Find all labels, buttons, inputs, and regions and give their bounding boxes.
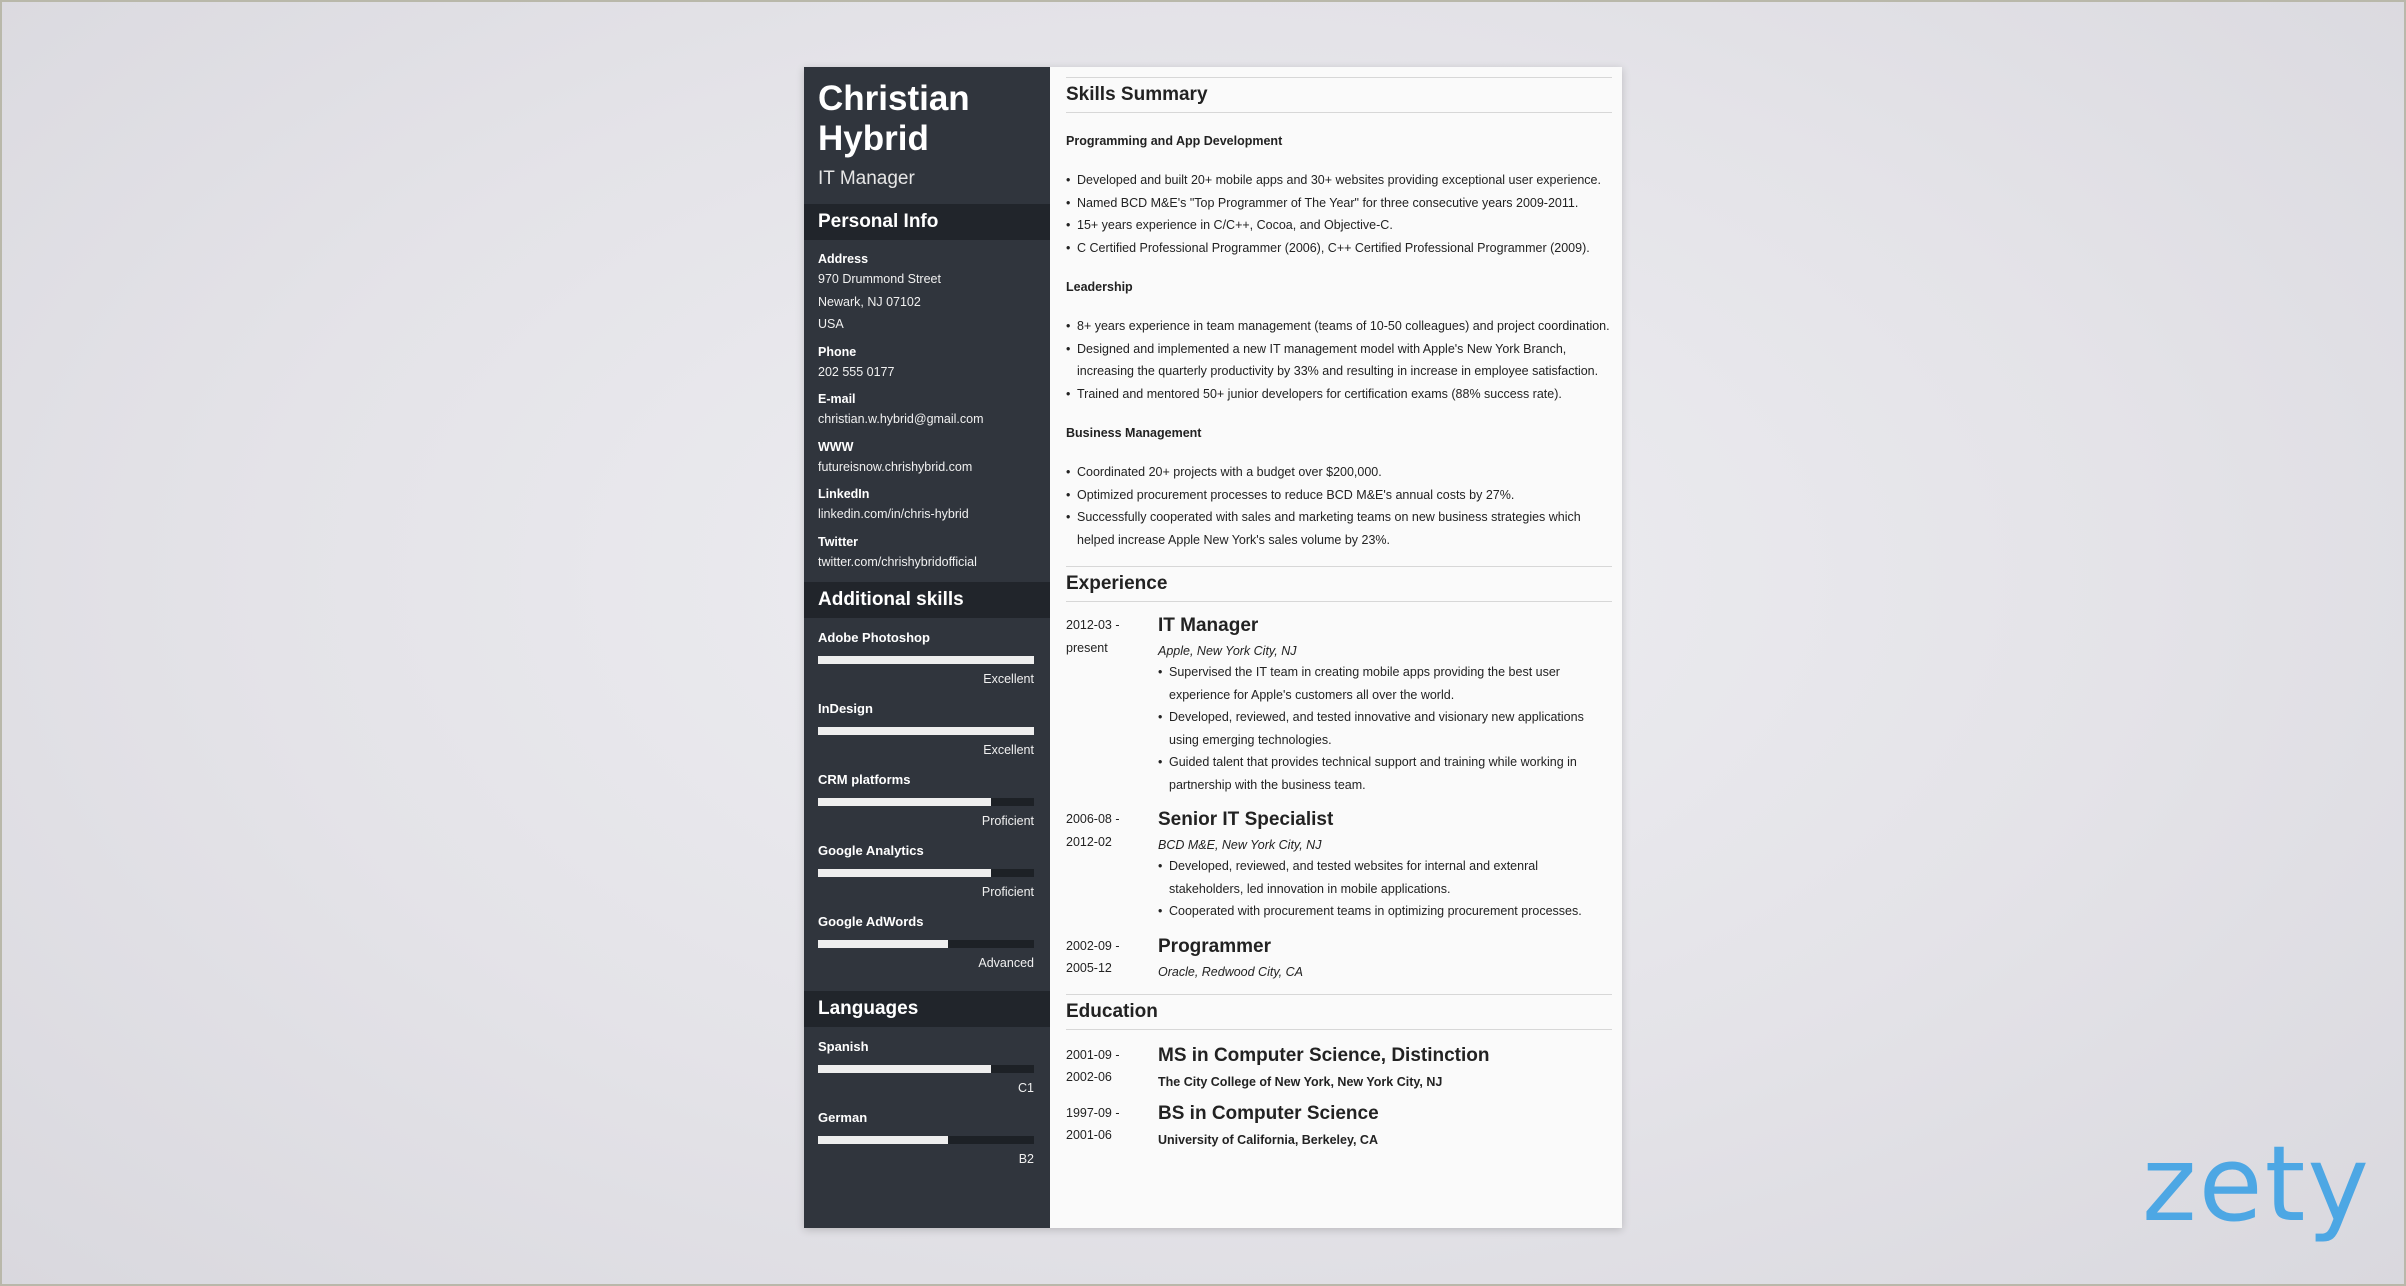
skill-bar-fill [818,656,1034,664]
skill-group-bullets [1066,315,1612,405]
skill-level: Proficient [981,885,1034,899]
additional-skills-heading: Additional skills [804,582,1050,618]
skill-bar [818,1065,1034,1073]
job-bullets [1158,661,1612,796]
name-first: Christian [818,79,970,118]
experience-entry [1066,808,1612,923]
bullet-item: • Developed, reviewed, and tested websites for internal and extenral stakeholders, led innovation in mobile applications. [1158,855,1612,900]
skill-group-title: Business Management [1066,426,1202,440]
bullet-item: • 15+ years experience in C/C++, Cocoa, and Objective-C. [1066,214,1612,237]
languages-heading: Languages [804,991,1050,1027]
resume-main [1050,67,1622,1228]
date-start: 2006-08 - [1066,812,1120,826]
entry-dates [1066,808,1158,923]
entry-body [1158,935,1612,982]
skill-bar [818,656,1034,664]
resume-title: IT Manager [818,168,915,189]
skill-item [818,843,1034,900]
language-name: Spanish [818,1039,869,1054]
personal-info-label: Phone [818,344,857,359]
skill-bar [818,1136,1034,1144]
personal-info-value: linkedin.com/in/chris-hybrid [818,507,969,521]
personal-info-item [818,250,1034,336]
skill-bar-fill [818,869,991,877]
personal-info-label: Twitter [818,534,859,549]
entry-body [1158,1044,1612,1092]
date-end: 2005-12 [1066,961,1112,975]
skills-summary-heading: Skills Summary [1066,77,1612,113]
skill-item [818,630,1034,687]
skill-item [818,914,1034,971]
entry-dates [1066,935,1158,982]
skill-bar [818,869,1034,877]
personal-info-value: christian.w.hybrid@gmail.com [818,412,984,426]
skill-name: Google AdWords [818,914,924,929]
experience-list [1066,614,1612,982]
bullet-item: • Supervised the IT team in creating mobile apps providing the best user experience for Apple's customers all over the world. [1158,661,1612,706]
job-title: Senior IT Specialist [1158,809,1334,830]
skill-group-title: Programming and App Development [1066,134,1283,148]
language-item [818,1110,1034,1167]
bullet-item: • Developed and built 20+ mobile apps and 30+ websites providing exceptional user experience. [1066,169,1612,192]
entry-body [1158,614,1612,796]
experience-heading: Experience [1066,566,1612,602]
personal-info-list [804,240,1050,580]
skill-group-bullets [1066,169,1612,259]
skill-group-title: Leadership [1066,280,1133,294]
name-block [804,67,1050,204]
bullet-item: • Developed, reviewed, and tested innovative and visionary new applications using emerging technologies. [1158,706,1612,751]
entry-dates [1066,1102,1158,1150]
date-start: 1997-09 - [1066,1105,1120,1120]
skill-bar-fill [818,727,1034,735]
date-start: 2002-09 - [1066,938,1120,953]
personal-info-value: 202 555 0177 [818,364,895,379]
personal-info-value: Newark, NJ 07102 [818,294,921,309]
degree: BS in Computer Science [1158,1102,1379,1124]
personal-info-item [818,390,1034,431]
skill-name: Google Analytics [818,843,924,858]
date-end: 2001-06 [1066,1128,1112,1142]
personal-info-item [818,438,1034,479]
skill-name: Adobe Photoshop [818,630,930,645]
personal-info-value: USA [818,317,844,331]
personal-info-value: futureisnow.chrishybrid.com [818,459,973,474]
entry-body [1158,808,1612,923]
entry-body [1158,1102,1612,1150]
bullet-item: • Trained and mentored 50+ junior developers for certification exams (88% success rate). [1066,383,1612,406]
skill-level: Proficient [981,814,1034,828]
skill-bar [818,940,1034,948]
bullet-item: • Successfully cooperated with sales and marketing teams on new business strategies which helped increase Apple New York's sales volume by 23%. [1066,506,1612,551]
skills-summary [1066,134,1612,551]
skill-level: Excellent [983,743,1034,757]
name-last: Hybrid [818,119,929,158]
entry-dates [1066,1044,1158,1092]
bullet-item: • Optimized procurement processes to reduce BCD M&E's annual costs by 27%. [1066,484,1612,507]
languages-list [804,1027,1050,1181]
additional-skills-list [804,618,1050,985]
experience-entry [1066,614,1612,796]
education-entry [1066,1102,1612,1150]
skill-bar-fill [818,940,948,948]
skill-name: InDesign [818,701,873,716]
experience-entry [1066,935,1612,982]
personal-info-item [818,343,1034,384]
skill-bar-fill [818,1065,991,1073]
language-item [818,1039,1034,1096]
date-end: 2002-06 [1066,1070,1112,1084]
education-heading: Education [1066,994,1612,1030]
zety-logo: zety [2142,1123,2371,1245]
bullet-item: • Coordinated 20+ projects with a budget over $200,000. [1066,461,1612,484]
job-company: Oracle, Redwood City, CA [1158,964,1303,979]
date-start: 2001-09 - [1066,1047,1120,1062]
date-start: 2012-03 - [1066,618,1120,632]
language-name: German [818,1110,868,1125]
skill-group-bullets [1066,461,1612,551]
education-entry [1066,1044,1612,1092]
bullet-item: • Designed and implemented a new IT management model with Apple's New York Branch, increasing the quarterly productivity by 33% and resulting in increase in employee satisfaction. [1066,338,1612,383]
education-list [1066,1044,1612,1150]
degree: MS in Computer Science, Distinction [1158,1044,1490,1066]
school: The City College of New York, New York City, NJ [1158,1074,1443,1089]
skill-bar [818,727,1034,735]
job-bullets [1158,855,1612,923]
personal-info-item [818,485,1034,526]
bullet-item: • C Certified Professional Programmer (2006), C++ Certified Professional Programmer (2009). [1066,237,1612,260]
school: University of California, Berkeley, CA [1158,1132,1378,1147]
job-title: Programmer [1158,935,1271,957]
resume-sidebar [804,67,1050,1228]
date-end: present [1066,640,1108,655]
personal-info-item [818,533,1034,574]
skill-bar [818,798,1034,806]
personal-info-label: LinkedIn [818,487,870,501]
skill-level: B2 [1018,1152,1034,1166]
personal-info-heading: Personal Info [804,204,1050,240]
bullet-item: • Cooperated with procurement teams in optimizing procurement processes. [1158,900,1612,923]
job-company: BCD M&E, New York City, NJ [1158,838,1322,852]
job-company: Apple, New York City, NJ [1158,644,1297,658]
entry-dates [1066,614,1158,796]
skill-item [818,772,1034,829]
resume-name [818,79,1034,159]
skill-level: Advanced [978,956,1034,970]
personal-info-value: twitter.com/chrishybridofficial [818,554,977,569]
skill-item [818,701,1034,758]
job-title: IT Manager [1158,615,1259,636]
bullet-item: • Guided talent that provides technical support and training while working in partnership with the business team. [1158,751,1612,796]
personal-info-label: E-mail [818,392,856,406]
bullet-item: • 8+ years experience in team management (teams of 10-50 colleagues) and project coordination. [1066,315,1612,338]
personal-info-label: Address [818,252,869,266]
bullet-item: • Named BCD M&E's "Top Programmer of The Year" for three consecutive years 2009-2011. [1066,192,1612,215]
skill-bar-fill [818,1136,948,1144]
date-end: 2012-02 [1066,834,1112,849]
personal-info-label: WWW [818,439,854,454]
personal-info-value: 970 Drummond Street [818,272,941,286]
skill-level: C1 [1018,1081,1034,1095]
resume-page [804,67,1622,1228]
skill-level: Excellent [983,672,1034,686]
skill-bar-fill [818,798,991,806]
skill-name: CRM platforms [818,772,911,787]
